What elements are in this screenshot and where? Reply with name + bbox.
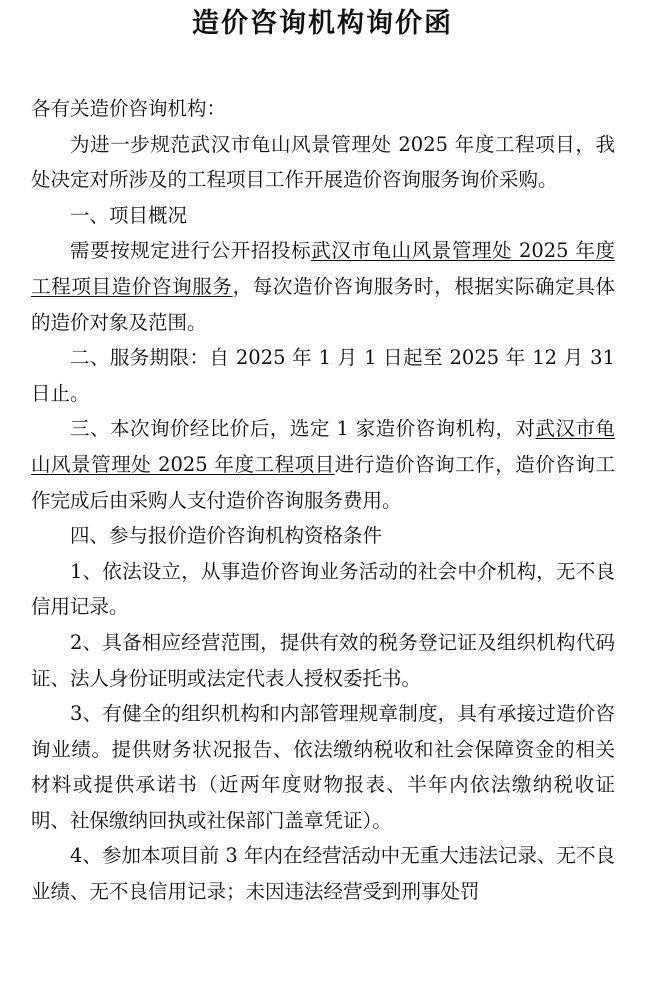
section1-text-a: 需要按规定进行公开招投标 <box>70 239 312 263</box>
qualification-item-1: 1、依法设立，从事造价咨询业务活动的社会中介机构，无不良信用记录。 <box>31 559 615 619</box>
section1-text-b: ，每次造价咨询服务时，根据实际确定具体的造价对象及范围。 <box>31 274 615 334</box>
section3-paragraph <box>31 411 615 518</box>
project-name-underlined: 武汉市龟山风景管理处 2025 年度工程项目造价咨询服务 <box>31 239 615 298</box>
intro-paragraph: 为进一步规范武汉市龟山风景管理处 2025 年度工程项目，我处决定对所涉及的工程项目工作开展造价咨询服务询价采购。 <box>31 132 615 192</box>
project-scope-underlined: 武汉市龟山风景管理处 2025 年度工程项目 <box>31 417 615 476</box>
qualification-item-3: 3、有健全的组织机构和内部管理规章制度，具有承接过造价咨询业绩。提供财务状况报告、依法缴纳税收和社会保障资金的相关材料或提供承诺书（近两年度财物报表、半年内依法缴纳税收证明、社保缴纳回执或社保部门盖章凭证）。 <box>31 702 615 832</box>
section1-heading: 一、项目概况 <box>70 203 188 227</box>
salutation: 各有关造价咨询机构： <box>31 97 227 120</box>
qualification-item-2: 2、具备相应经营范围，提供有效的税务登记证及组织机构代码证、法人身份证明或法定代表人授权委托书。 <box>31 630 615 690</box>
section2-paragraph: 二、服务期限：自 2025 年 1 月 1 日起至 2025 年 12 月 31 日止。 <box>31 346 615 405</box>
section1-paragraph <box>31 233 615 340</box>
section3-text-b: 进行造价咨询工作，造价咨询工作完成后由采购人支付造价咨询服务费用。 <box>31 452 615 512</box>
section4-heading: 四、参与报价造价咨询机构资格条件 <box>70 524 383 548</box>
document-title: 造价咨询机构询价函 <box>192 8 453 39</box>
document-body <box>31 91 615 910</box>
qualification-item-4: 4、参加本项目前 3 年内在经营活动中无重大违法记录、无不良业绩、无不良信用记录；未因违法经营受到刑事处罚 <box>31 844 615 904</box>
section3-text-a: 三、本次询价经比价后，选定 1 家造价咨询机构，对 <box>70 417 536 441</box>
